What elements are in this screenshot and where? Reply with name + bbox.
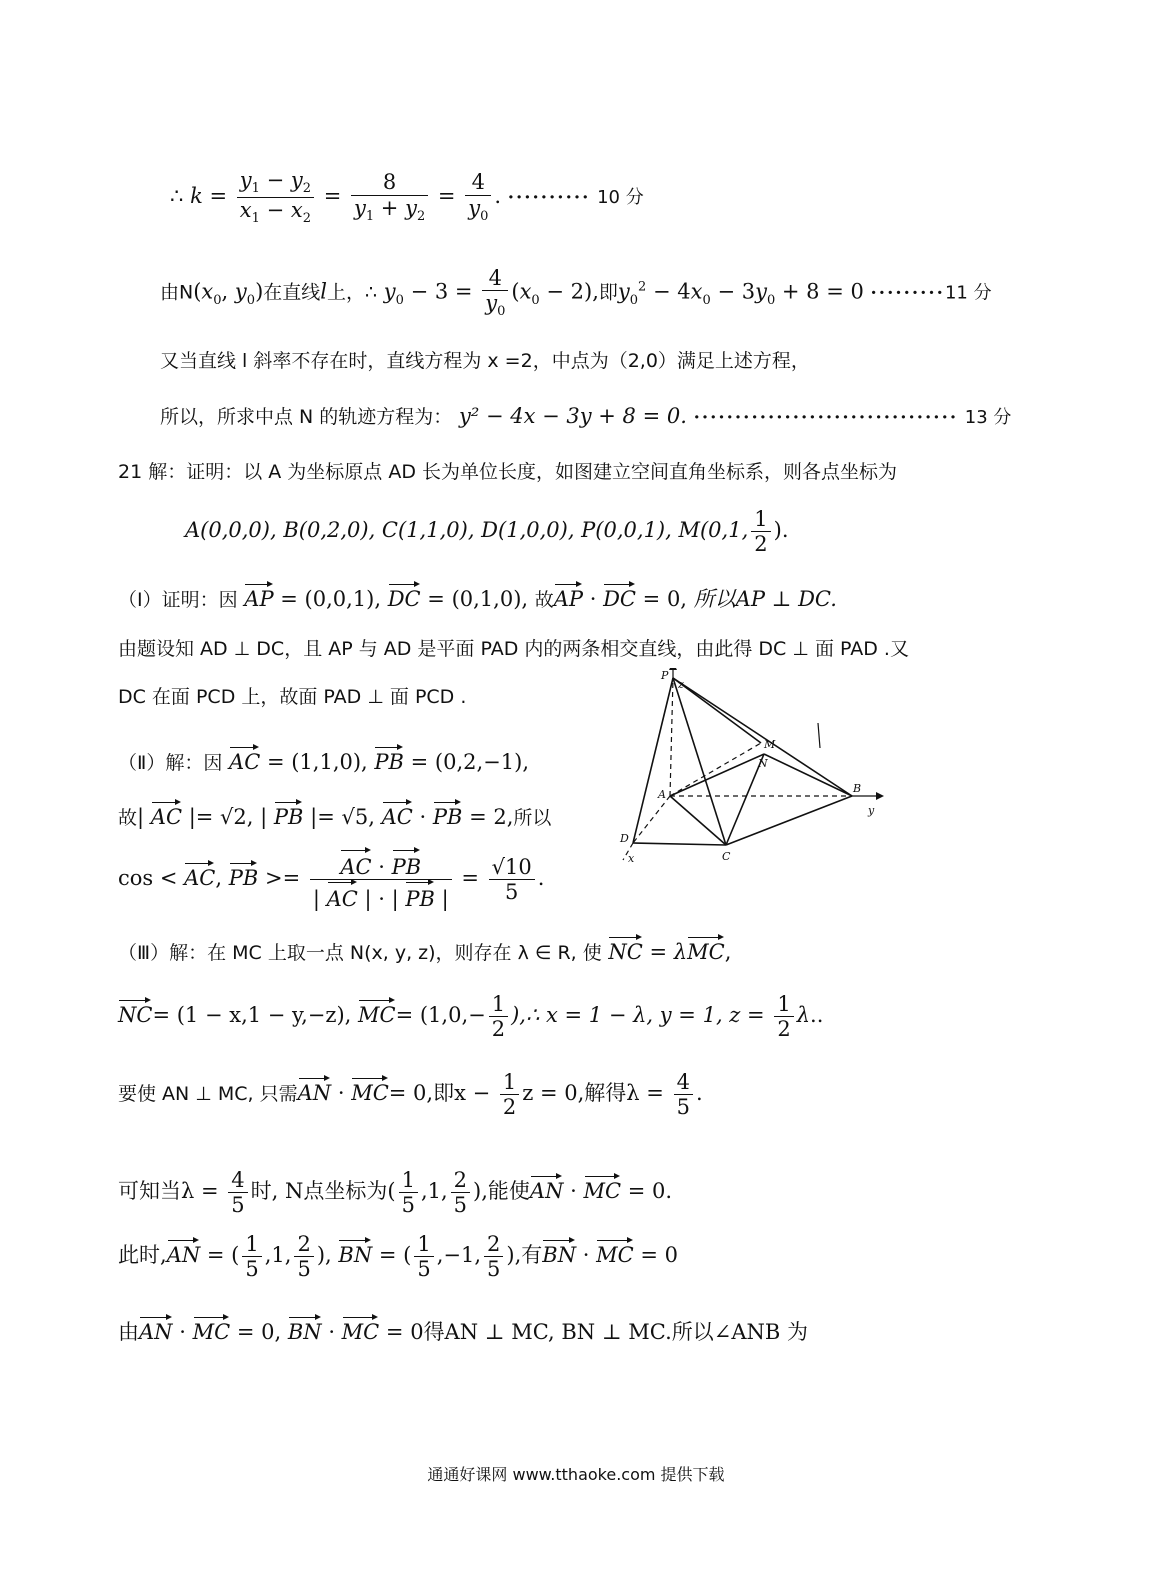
label-N: N <box>758 757 768 770</box>
part-3-point-n: 可知当λ = $\frac{4}{5}$ 时, N点坐标为( $\frac{1}{5}$ ,1, $\frac{2}{5}$ ),能使AN · MC = 0. <box>118 1168 673 1218</box>
part-2-norms: 故| AC |= √2, | PB |= √5, AC · PB = 2,所以 <box>118 800 551 828</box>
part-1-conclusion: DC 在面 PCD 上，故面 PAD ⊥ 面 PCD . <box>118 686 467 708</box>
part-3-condition: 要使 AN ⊥ MC, 只需AN · MC= 0,即x − $\frac{1}{2}$ z = 0,解得λ = $\frac{4}{5}$ . <box>118 1070 703 1120</box>
slope-line: ∴ k = $\frac{y_1 - y_2}{x_1 - x_2}$ = $\frac{8}{y_1 + y_2}$ = $\frac{4}{y_0}$ . ·········· 10 分 <box>170 168 644 227</box>
label-A: A <box>658 788 666 801</box>
part-3-conclusion: 由AN · MC = 0, BN · MC = 0得AN ⊥ MC, BN ⊥ MC.所以∠ANB 为 <box>118 1315 808 1343</box>
label-B: B <box>853 782 862 795</box>
part-3-vectors-an-bn: 此时,AN = ( $\frac{1}{5}$ ,1, $\frac{2}{5}$ ), BN = ( $\frac{1}{5}$ ,−1, $\frac{2}{5}$ ),有BN · MC = 0 <box>118 1232 679 1282</box>
part-1-reason: 由题设知 AD ⊥ DC，且 AP 与 AD 是平面 PAD 内的两条相交直线，由此得 DC ⊥ 面 PAD .又 <box>118 638 909 660</box>
midpoint-line: 由$N(x_0$, $y_0$)在直线l上，∴ $y_0 - 3$ = $\frac{4}{y_0}$ $(x_0 - 2)$,即$y_0^2 - 4x_0 - 3y_0 + 8 = 0 \cdot\cdot\cdot\cdot\cdot\cdot\cdot\cdot\cdot 11$ 分 <box>160 266 992 320</box>
part-1: （Ⅰ）证明：因 AP = (0,0,1), DC = (0,1,0), 故AP · DC = 0, 所以AP ⊥ DC. <box>118 582 837 610</box>
score-10: 10 分 <box>597 187 644 209</box>
label-z: z <box>678 678 684 691</box>
label-y: y <box>868 804 875 817</box>
label-x: x <box>628 852 635 865</box>
label-D: D <box>620 832 629 845</box>
label-M: M <box>764 738 776 751</box>
part-3-vectors: NC= (1 − x,1 − y,−z), MC= (1,0,− $\frac{1}{2}$ ),∴ x = 1 − λ, y = 1, z = $\frac{1}{2}$ λ.. <box>118 992 824 1042</box>
part-2-cosine: cos < AC, PB >= $\frac{AC \cdot PB}{| AC | \cdot | PB |}$ = $\frac{√10}{5}$ . <box>118 848 544 911</box>
locus-equation: 所以，所求中点 N 的轨迹方程为： y² − 4x − 3y + 8 = 0. ································ 13 分 <box>160 404 1012 428</box>
vertical-line-case: 又当直线 l 斜率不存在时，直线方程为 x =2，中点为（2,0）满足上述方程， <box>160 350 810 372</box>
part-2: （Ⅱ）解：因 AC = (1,1,0), PB = (0,2,−1), <box>118 745 529 773</box>
part-3: （Ⅲ）解：在 MC 上取一点 N(x, y, z)，则存在 λ ∈ R, 使 NC = λMC, <box>118 935 731 963</box>
label-C: C <box>722 850 731 863</box>
point-coordinates: A(0,0,0), B(0,2,0), C(1,1,0), D(1,0,0), P(0,0,1), M(0,1, $\frac{1}{2}$ ). <box>185 507 789 557</box>
label-P: P <box>661 669 669 682</box>
footer-credit: 通通好课网 www.tthaoke.com 提供下载 <box>427 1465 725 1484</box>
problem-21-intro: 21 解：证明：以 A 为坐标原点 AD 长为单位长度，如图建立空间直角坐标系，则各点坐标为 <box>118 461 898 483</box>
tetrahedron-figure <box>608 668 898 868</box>
